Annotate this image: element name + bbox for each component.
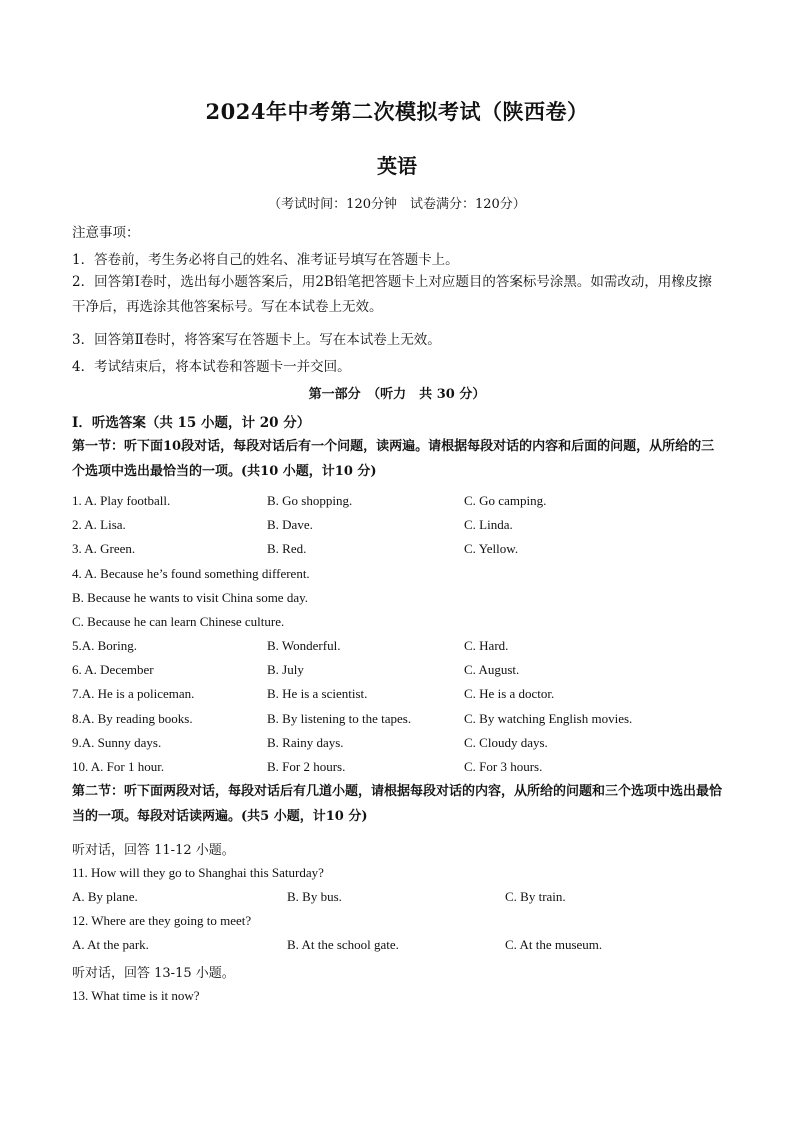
- note-item: 1．答卷前，考生务必将自己的姓名、准考证号填写在答题卡上。: [72, 252, 459, 268]
- notes-heading: 注意事项：: [72, 225, 140, 241]
- question-10-option-b: B. For 2 hours.: [267, 759, 346, 774]
- question-8-option-a: 8.A. By reading books.: [72, 711, 193, 726]
- question-10-option-c: C. For 3 hours.: [464, 759, 543, 774]
- question-9-option-c: C. Cloudy days.: [464, 735, 548, 750]
- exam-info: （考试时间：120分钟 试卷满分：120分）: [268, 197, 526, 212]
- question-1-option-a: 1. A. Play football.: [72, 493, 171, 508]
- dialog-label: 听对话，回答 11-12 小题。: [72, 843, 235, 858]
- question-3-option-c: C. Yellow.: [464, 541, 519, 556]
- question-1-option-c: C. Go camping.: [464, 493, 547, 508]
- question-4-option-c: C. Because he can learn Chinese culture.: [72, 614, 285, 629]
- note-item: 3．回答第Ⅱ卷时，将答案写在答题卡上。写在本试卷上无效。: [72, 332, 441, 348]
- part-heading: 第一部分 （听力 共 30 分）: [308, 387, 486, 402]
- question-12: 12. Where are they going to meet?: [72, 913, 252, 928]
- question-9-option-a: 9.A. Sunny days.: [72, 735, 162, 750]
- question-8-option-b: B. By listening to the tapes.: [267, 711, 412, 726]
- question-8-option-c: C. By watching English movies.: [464, 711, 633, 726]
- question-13: 13. What time is it now?: [72, 988, 200, 1003]
- question-7-option-a: 7.A. He is a policeman.: [72, 686, 195, 701]
- question-1-option-b: B. Go shopping.: [267, 493, 353, 508]
- question-11-option-c: C. By train.: [505, 889, 566, 904]
- question-2-option-c: C. Linda.: [464, 517, 513, 532]
- question-9-option-b: B. Rainy days.: [267, 735, 344, 750]
- question-12-option-a: A. At the park.: [72, 937, 149, 952]
- question-12-option-b: B. At the school gate.: [287, 937, 399, 952]
- question-5-option-a: 5.A. Boring.: [72, 638, 137, 653]
- question-11-option-b: B. By bus.: [287, 889, 342, 904]
- question-4-option-b: B. Because he wants to visit China some day.: [72, 590, 309, 605]
- question-3-option-a: 3. A. Green.: [72, 541, 136, 556]
- question-5-option-b: B. Wonderful.: [267, 638, 341, 653]
- question-2-option-b: B. Dave.: [267, 517, 313, 532]
- section-title: Ⅰ．听选答案（共 15 小题，计 20 分）: [72, 415, 311, 431]
- dialog-label: 听对话，回答 13-15 小题。: [72, 966, 235, 981]
- note-item: 4．考试结束后，将本试卷和答题卡一并交回。: [72, 359, 351, 375]
- exam-title: 2024年中考第二次模拟考试（陕西卷）: [205, 99, 589, 124]
- note-item: 2．回答第Ⅰ卷时，选出每小题答案后，用2B铅笔把答题卡上对应题目的答案标号涂黑。如需改动，用橡皮擦干净后，再选涂其他答案标号。写在本试卷上无效。: [72, 274, 712, 315]
- question-11: 11. How will they go to Shanghai this Saturday?: [72, 865, 324, 880]
- subject-heading: 英语: [377, 154, 417, 178]
- question-7-option-c: C. He is a doctor.: [464, 686, 555, 701]
- question-3-option-b: B. Red.: [267, 541, 307, 556]
- question-6-option-b: B. July: [267, 662, 304, 677]
- question-4-option-a: 4. A. Because he’s found something different.: [72, 566, 310, 581]
- question-12-option-c: C. At the museum.: [505, 937, 603, 952]
- question-6-option-c: C. August.: [464, 662, 520, 677]
- section1-instruction: 第一节：听下面10段对话，每段对话后有一个问题，读两遍。请根据每段对话的内容和后面的问题，从所给的三个选项中选出最恰当的一项。(共10 小题，计10 分): [72, 439, 715, 479]
- question-2-option-a: 2. A. Lisa.: [72, 517, 126, 532]
- section2-instruction: 第二节：听下面两段对话，每段对话后有几道小题，请根据每段对话的内容，从所给的问题和三个选项中选出最恰当的一项。每段对话读两遍。(共5 小题，计10 分): [72, 784, 723, 824]
- question-11-option-a: A. By plane.: [72, 889, 138, 904]
- question-7-option-b: B. He is a scientist.: [267, 686, 368, 701]
- question-10-option-a: 10. A. For 1 hour.: [72, 759, 165, 774]
- question-6-option-a: 6. A. December: [72, 662, 154, 677]
- question-5-option-c: C. Hard.: [464, 638, 509, 653]
